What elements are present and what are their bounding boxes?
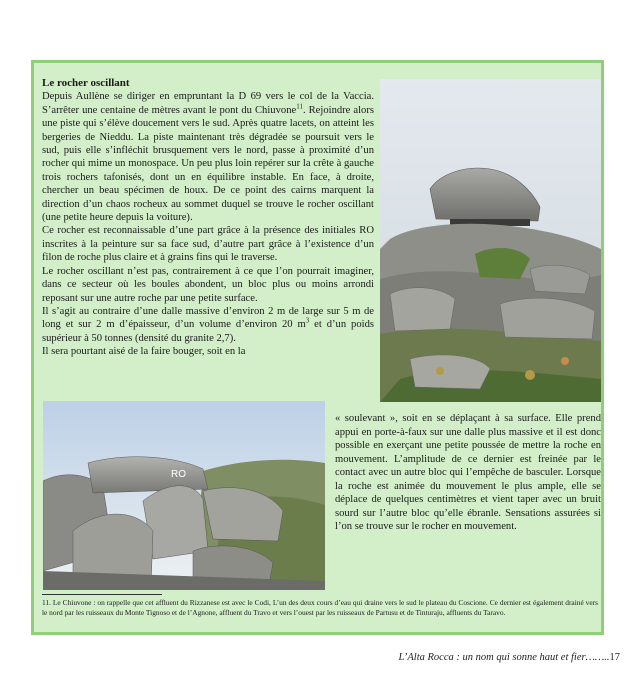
footnote [42,598,598,618]
directions-text-cont: . Rejoindre alors une piste qui s’élève doucement vers le sud. Après quatre lacets, on atteint les bergeries de Nieddu. La piste maintenant très dégradée se poursuit vers le sud, puis elle s’infléchit brusquement vers le nord, passe à proximité d’un rocher qui mime un monospace. Un peu plus loin repérer sur la crête à gauche trois rochers tafonisés, dont un en équilibre instable. En face, à droite, chercher un beau spécimen de houx. De ce point des cairns marquent la direction d’un chaos rocheux au sommet duquel se trouve le rocher oscillant (une petite heure depuis la voiture). [42,104,374,224]
page-footer [398,652,620,663]
footnote-ref: 11 [296,102,303,111]
footnote-number: 11. [42,598,53,607]
dimensions-text: Il s’agit au contraire d’une dalle massive d’environ 2 m de large sur 5 m de long et sur 2 m d’épaisseur, d’un volume d’environ 20 m [42,305,374,331]
paragraph-identification: Ce rocher est reconnaissable d’une part grâce à la présence des initiales RO inscrites à la peinture sur sa face sud, d’autre part grâce à l’existence d’un filon de roche plus claire et à grains fins qui le traverse. [42,225,374,264]
paragraph-dimensions [42,305,374,345]
left-text-column [42,77,374,359]
dimensions-text-cont: et d’un poids supérieur à 50 tonnes (densité du granite 2,7). [42,319,374,344]
footnote-divider [42,594,162,595]
cubic-superscript: 3 [305,316,310,325]
rock-chaos-illustration [43,401,325,590]
rocking-stone-illustration [380,79,601,402]
running-title: L’Alta Rocca : un nom qui sonne haut et fier [398,652,586,663]
directions-text: Depuis Aullène se diriger en empruntant la D 69 vers le col de la Vaccia. S’arrêter une centaine de mètres avant le pont du Chiuvone [42,91,374,116]
page-number: 17 [609,652,620,663]
section-title: Le rocher oscillant [42,77,130,89]
leader-dots: …….. [585,652,610,663]
right-text-column [335,412,601,534]
paragraph-moving-start: Il sera pourtant aisé de la faire bouger, soit en la [42,346,246,358]
paragraph-misconception: Le rocher oscillant n’est pas, contrairement à ce que l’on pourrait imaginer, dans ce secteur où les boules abondent, un bloc plus ou moins arrondi reposant sur une autre roche par une petite surface. [42,265,374,304]
paragraph-moving-cont: « soulevant », soit en se déplaçant à sa surface. Elle prend appui en porte-à-faux sur une dalle plus massive et il est donc possible en exerçant une petite poussée de mettre la roche en mouvement. L’amplitude de ce dernier est freinée par le contact avec un autre bloc qui l’empêche de basculer. Lorsque la roche est animée du mouvement le plus ample, elle se déplace de quelques centimètres et vient taper avec un bruit sourd sur l’autre bloc qu’elle ébranle. Sensations assurées si l’on se trouve sur le rocher en mouvement. [335,413,601,532]
ro-paint-label: RO [171,469,186,480]
rock-chaos-photo [43,401,325,590]
rocking-stone-photo [380,79,601,402]
footnote-text: Le Chiuvone : on rappelle que cet affluent du Rizzanese est avec le Codi, L’un des deux cours d’eau qui draine vers le sud le plateau du Coscione. Ce dernier est également drainé vers le nord par les ruisseaux du Monte Tignoso et de l’Agnone, affluent du Travo et vers l’ouest par les ruisseaux de Partusu et de Tinturaju, affluents du Taravo. [42,598,598,617]
paragraph-directions [42,90,374,224]
